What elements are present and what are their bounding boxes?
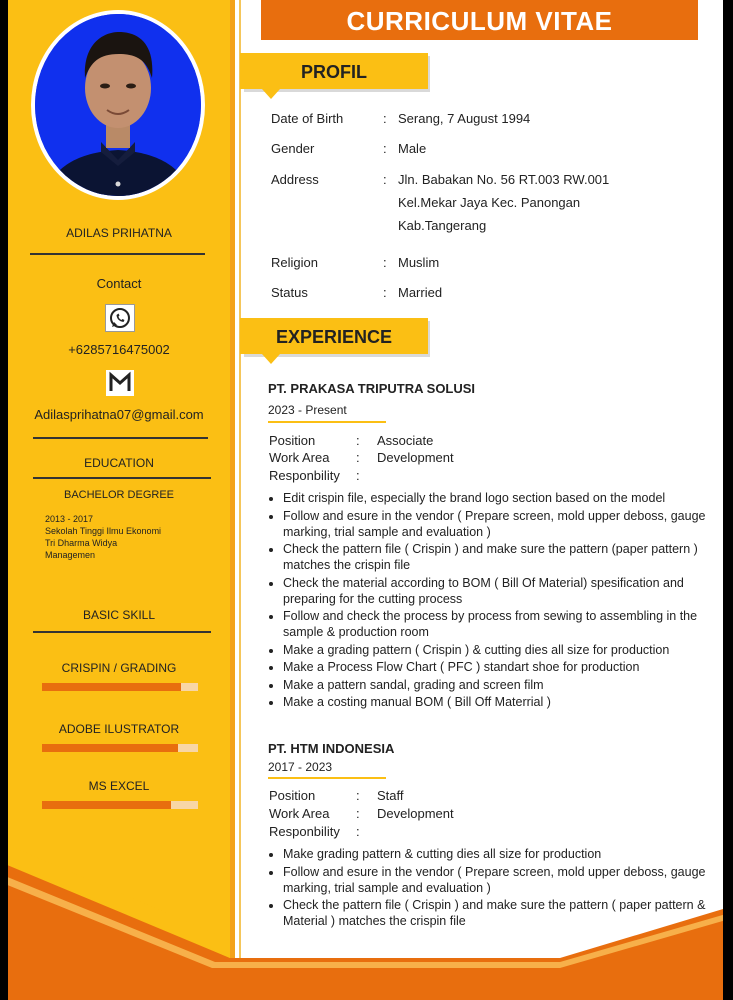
education-school-2: Tri Dharma Widya: [45, 538, 118, 548]
address-line-1: Jln. Babakan No. 56 RT.003 RW.001: [398, 172, 610, 187]
work-area-label: Work Area: [269, 450, 330, 465]
left-edge: [0, 0, 8, 1000]
job-duties: [268, 846, 713, 931]
profil-heading: PROFIL: [240, 53, 428, 89]
colon: :: [356, 824, 360, 839]
duty-item: • Follow and check the process by process from sewing to assembling in the sample & production room: [283, 608, 723, 640]
degree: BACHELOR DEGREE: [63, 489, 175, 501]
job-period-underline: [268, 421, 386, 423]
religion-value: Muslim: [398, 255, 440, 270]
job-period-underline: [268, 777, 386, 779]
colon: :: [356, 468, 360, 483]
skill-label: CRISPIN / GRADING: [61, 661, 177, 675]
duty-item: • Make a pattern sandal, grading and screen film: [283, 677, 723, 693]
colon: :: [383, 141, 387, 156]
skill-label: MS EXCEL: [88, 779, 150, 793]
status-value: Married: [398, 285, 443, 300]
colon: :: [356, 450, 360, 465]
work-area-label: Work Area: [269, 806, 330, 821]
religion-label: Religion: [271, 255, 318, 270]
phone-number: +6285716475002: [68, 342, 170, 357]
experience-heading: EXPERIENCE: [240, 318, 428, 354]
work-area-value: Development: [377, 450, 454, 465]
skill-label: ADOBE ILUSTRATOR: [58, 722, 180, 736]
duty-item: • Make a grading pattern ( Crispin ) & cutting dies all size for production: [283, 642, 723, 658]
job-company: PT. HTM INDONESIA: [268, 741, 395, 756]
position-value: Associate: [377, 433, 434, 448]
duty-item: • Check the material according to BOM ( Bill Of Material) spesification and preparing for the cutting process: [283, 575, 723, 607]
duty-item: • Check the pattern file ( Crispin ) and make sure the pattern (paper pattern ) matches the crispin file: [283, 541, 723, 573]
contact-heading: Contact: [96, 276, 142, 291]
dob-label: Date of Birth: [271, 111, 344, 126]
address-line-2: Kel.Mekar Jaya Kec. Panongan: [398, 195, 581, 210]
duty-item: • Make grading pattern & cutting dies all size for production: [283, 846, 713, 862]
experience-tab-notch: [262, 354, 280, 364]
education-major: Managemen: [45, 550, 96, 560]
duty-item: • Make a Process Flow Chart ( PFC ) standart shoe for production: [283, 659, 723, 675]
duty-item: • Follow and esure in the vendor ( Prepare screen, mold upper deboss, gauge marking, trial sample and evaluation ): [283, 864, 713, 896]
profil-tab-notch: [262, 89, 280, 99]
job-period: 2017 - 2023: [268, 760, 333, 774]
position-label: Position: [269, 433, 316, 448]
duty-item: • Edit crispin file, especially the brand logo section based on the model: [283, 490, 723, 506]
job-period: 2023 - Present: [268, 403, 347, 417]
duty-item: • Check the pattern file ( Crispin ) and make sure the pattern ( paper pattern & Material ) matches the crispin file: [283, 897, 713, 929]
address-label: Address: [271, 172, 319, 187]
colon: :: [383, 111, 387, 126]
job-company: PT. PRAKASA TRIPUTRA SOLUSI: [268, 381, 476, 396]
address-line-3: Kab.Tangerang: [398, 218, 487, 233]
position-value: Staff: [377, 788, 404, 803]
education-years: 2013 - 2017: [45, 514, 94, 524]
email-address: Adilasprihatna07@gmail.com: [34, 407, 204, 422]
duty-item: • Make a costing manual BOM ( Bill Off Materrial ): [283, 694, 723, 710]
colon: :: [356, 788, 360, 803]
responsibility-label: Responbility: [269, 824, 340, 839]
colon: :: [383, 255, 387, 270]
duty-item: • Follow and esure in the vendor ( Prepare screen, mold upper deboss, gauge marking, trial sample and evaluation ): [283, 508, 723, 540]
colon: :: [383, 285, 387, 300]
gender-label: Gender: [271, 141, 315, 156]
work-area-value: Development: [377, 806, 454, 821]
colon: :: [356, 806, 360, 821]
job-duties: [268, 490, 723, 712]
right-edge: [723, 0, 733, 1000]
dob-value: Serang, 7 August 1994: [398, 111, 531, 126]
gender-value: Male: [398, 141, 427, 156]
skills-heading: BASIC SKILL: [82, 608, 156, 622]
position-label: Position: [269, 788, 316, 803]
person-name: ADILAS PRIHATNA: [66, 226, 172, 240]
status-label: Status: [271, 285, 308, 300]
colon: :: [383, 172, 387, 187]
cv-title-banner: CURRICULUM VITAE: [261, 0, 698, 40]
colon: :: [356, 433, 360, 448]
responsibility-label: Responbility: [269, 468, 340, 483]
education-school-1: Sekolah Tinggi Ilmu Ekonomi: [45, 526, 162, 536]
education-heading: EDUCATION: [84, 456, 154, 470]
